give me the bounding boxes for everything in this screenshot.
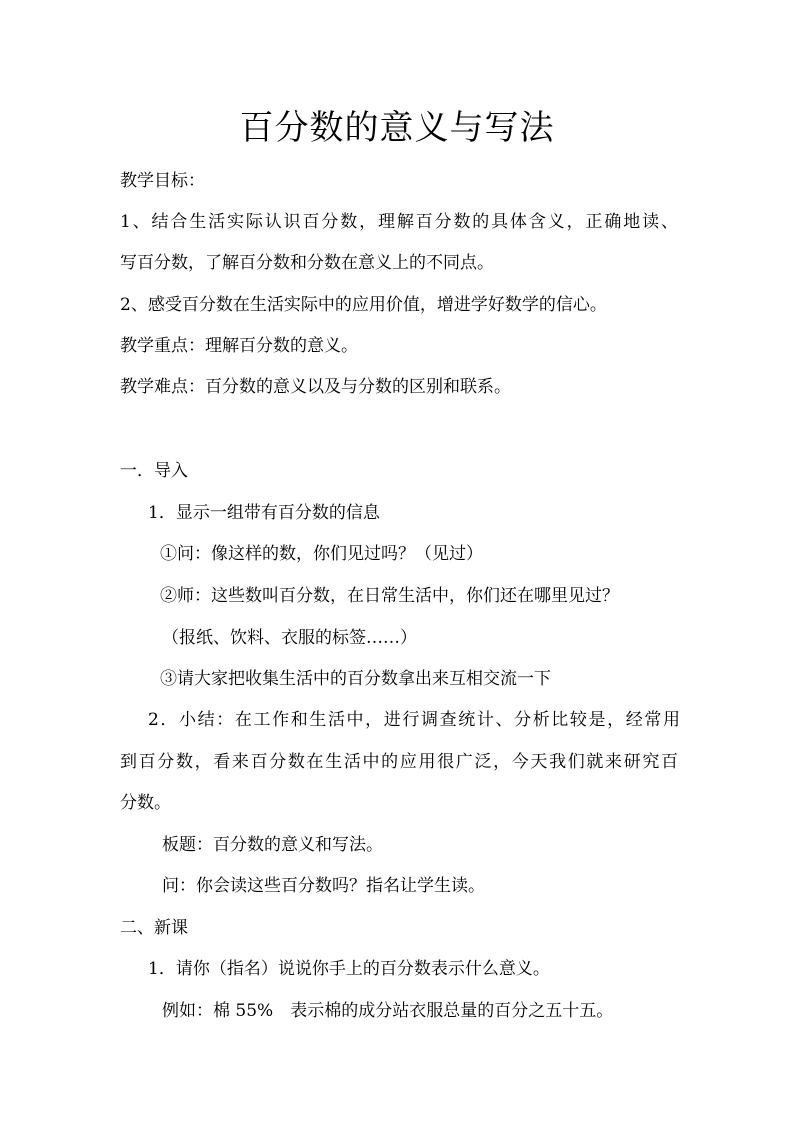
text-line-question-read: 问：你会读这些百分数吗？指名让学生读。 bbox=[162, 876, 485, 896]
text-line-board-title: 板题：百分数的意义和写法。 bbox=[162, 835, 383, 855]
text-line-summary-a: 2．小结：在工作和生活中，进行调查统计、分析比较是，经常用 bbox=[148, 710, 680, 730]
section-heading-new-lesson: 二、新课 bbox=[120, 918, 188, 938]
text-line-objective-1b: 写百分数，了解百分数和分数在意义上的不同点。 bbox=[120, 253, 494, 273]
text-line-example-cotton: 例如：棉 55% 表示棉的成分站衣服总量的百分之五十五。 bbox=[162, 1001, 614, 1021]
text-line-intro-1: 1．显示一组带有百分数的信息 bbox=[148, 503, 380, 523]
text-line-new-1: 1．请你（指名）说说你手上的百分数表示什么意义。 bbox=[148, 959, 550, 979]
text-line-examples: （报纸、饮料、衣服的标签……） bbox=[162, 628, 417, 648]
text-line-difficulty: 教学难点：百分数的意义以及与分数的区别和联系。 bbox=[120, 377, 511, 397]
text-line-objective-1a: 1、结合生活实际认识百分数，理解百分数的具体含义，正确地读、 bbox=[120, 212, 678, 232]
text-line-teacher-2: ②师：这些数叫百分数，在日常生活中，你们还在哪里见过？ bbox=[160, 586, 619, 606]
text-line-step-3: ③请大家把收集生活中的百分数拿出来互相交流一下 bbox=[160, 669, 551, 689]
text-line-summary-c: 分数。 bbox=[120, 793, 171, 813]
text-line-objective-2: 2、感受百分数在生活实际中的应用价值，增进学好数学的信心。 bbox=[120, 295, 607, 315]
text-line-objectives-heading: 教学目标： bbox=[120, 171, 205, 191]
document-title: 百分数的意义与写法 bbox=[239, 108, 555, 148]
text-line-summary-b: 到百分数，看来百分数在生活中的应用很广泛，今天我们就来研究百 bbox=[120, 752, 678, 772]
section-heading-intro: 一．导入 bbox=[120, 461, 188, 481]
text-line-key-point: 教学重点：理解百分数的意义。 bbox=[120, 336, 358, 356]
text-line-question-1: ①问：像这样的数，你们见过吗？（见过） bbox=[160, 544, 483, 564]
